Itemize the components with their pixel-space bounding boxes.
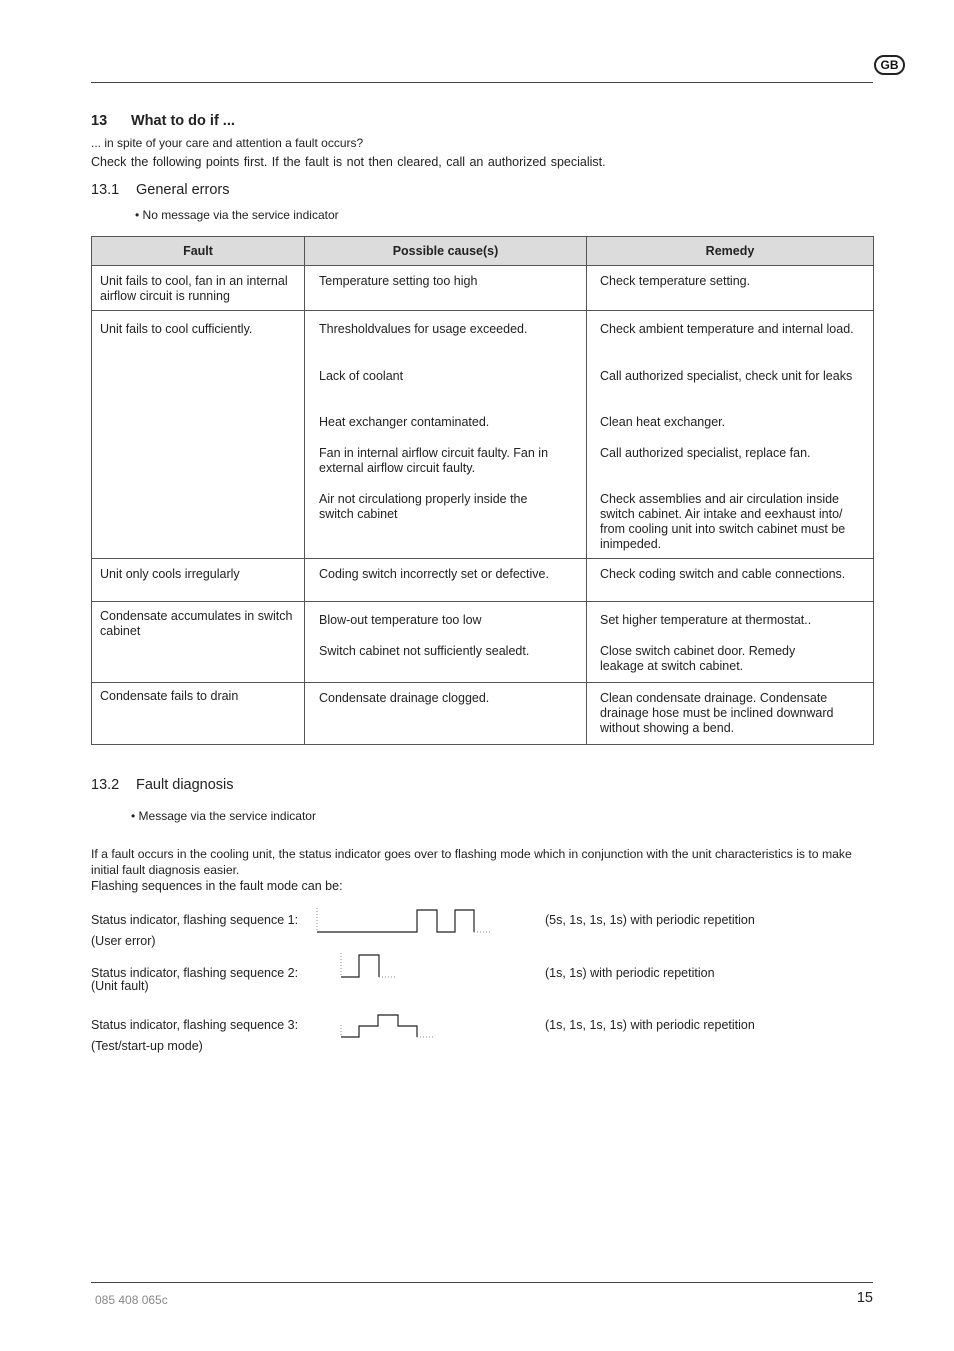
section-13-2-title: Fault diagnosis	[136, 777, 234, 793]
remedy-text: Check ambient temperature and internal load.	[600, 322, 854, 336]
cause-text: Blow-out temperature too low	[319, 613, 482, 627]
sequence-3-label: Status indicator, flashing sequence 3:	[91, 1018, 299, 1032]
section-13-2-bullet: • Message via the service indicator	[131, 809, 316, 823]
table-row	[92, 559, 874, 602]
remedy-text: Close switch cabinet door. Remedy leakage at switch cabinet.	[600, 644, 796, 673]
cause-text: Switch cabinet not sufficiently sealedt.	[319, 644, 530, 658]
section-13-1-title: General errors	[136, 182, 230, 198]
section-13-1-number: 13.1	[91, 182, 120, 198]
section-13-intro-2: Check the following points first. If the fault is not then cleared, call an authorized specialist.	[91, 155, 606, 169]
cause-cell	[305, 683, 587, 745]
remedy-cell	[587, 266, 874, 311]
table-row	[92, 602, 874, 683]
sequence-2-label: Status indicator, flashing sequence 2:	[91, 966, 299, 980]
cause-text: Lack of coolant	[319, 369, 404, 383]
cause-cell	[305, 559, 587, 602]
footer-rule	[91, 1282, 873, 1283]
sequence-1-timing: (5s, 1s, 1s, 1s) with periodic repetition	[545, 913, 755, 927]
sequence-3-timing: (1s, 1s, 1s, 1s) with periodic repetition	[545, 1018, 755, 1032]
cause-text: Coding switch incorrectly set or defective.	[319, 567, 549, 581]
remedy-text: Check assemblies and air circulation inside switch cabinet. Air intake and eexhaust into/ from cooling unit into switch cabinet must be inimpeded.	[600, 492, 846, 551]
section-13-2-para-2: Flashing sequences in the fault mode can be:	[91, 879, 343, 893]
remedy-text: Set higher temperature at thermostat..	[600, 613, 812, 627]
remedy-text: Clean condensate drainage. Condensate drainage hose must be inclined downward without showing a bend.	[600, 691, 834, 735]
table-row	[92, 266, 874, 311]
remedy-cell	[587, 683, 874, 745]
cause-text: Air not circulationg properly inside the switch cabinet	[319, 492, 528, 521]
section-13-1-bullet: • No message via the service indicator	[135, 208, 339, 222]
section-13-title: What to do if ...	[131, 113, 235, 129]
table-header-row	[92, 237, 874, 266]
cause-text: Thresholdvalues for usage exceeded.	[319, 322, 528, 336]
sequence-1-mode: (User error)	[91, 934, 156, 948]
sequence-1-label: Status indicator, flashing sequence 1:	[91, 913, 299, 927]
header-rule	[91, 82, 873, 83]
table-header-remedy: Remedy	[587, 237, 874, 266]
fault-cell: Condensate accumulates in switch cabinet	[92, 602, 305, 683]
table-row	[92, 683, 874, 745]
remedy-text: Call authorized specialist, replace fan.	[600, 446, 811, 460]
sequence-3-mode: (Test/start-up mode)	[91, 1039, 203, 1053]
fault-cell: Condensate fails to drain	[92, 683, 305, 745]
cause-cell	[305, 602, 587, 683]
language-badge: GB	[874, 55, 905, 75]
remedy-text: Check temperature setting.	[600, 274, 751, 288]
table-header-fault: Fault	[92, 237, 305, 266]
sequence-2-timing: (1s, 1s) with periodic repetition	[545, 966, 715, 980]
remedy-cell	[587, 602, 874, 683]
remedy-text: Call authorized specialist, check unit for leaks	[600, 369, 853, 383]
cause-cell	[305, 311, 587, 559]
page-number: 15	[856, 1290, 873, 1306]
fault-table	[91, 236, 874, 745]
section-13-2-para-1: If a fault occurs in the cooling unit, the status indicator goes over to flashing mode which in conjunction with the unit characteristics is to make initial fault diagnosis easier.	[91, 847, 852, 877]
table-header-causes: Possible cause(s)	[305, 237, 587, 266]
sequence-1-waveform	[314, 906, 494, 936]
remedy-cell	[587, 559, 874, 602]
fault-cell: Unit only cools irregularly	[92, 559, 305, 602]
cause-cell	[305, 266, 587, 311]
cause-text: Condensate drainage clogged.	[319, 691, 490, 705]
sequence-3-waveform	[338, 1011, 438, 1041]
section-13-intro-1: ... in spite of your care and attention a fault occurs?	[91, 136, 364, 150]
remedy-text: Clean heat exchanger.	[600, 415, 726, 429]
remedy-text: Check coding switch and cable connections.	[600, 567, 846, 581]
fault-cell: Unit fails to cool, fan in an internal airflow circuit is running	[92, 266, 305, 311]
cause-text: Temperature setting too high	[319, 274, 478, 288]
fault-cell: Unit fails to cool cufficiently.	[92, 311, 305, 559]
remedy-cell	[587, 311, 874, 559]
table-row	[92, 311, 874, 559]
cause-text: Heat exchanger contaminated.	[319, 415, 490, 429]
cause-text: Fan in internal airflow circuit faulty. Fan in external airflow circuit faulty.	[319, 446, 549, 475]
section-13-2-number: 13.2	[91, 777, 120, 793]
sequence-2-mode: (Unit fault)	[91, 979, 149, 993]
document-code: 085 408 065c	[95, 1293, 168, 1307]
sequence-2-waveform	[338, 951, 400, 981]
section-13-number: 13	[91, 113, 108, 129]
